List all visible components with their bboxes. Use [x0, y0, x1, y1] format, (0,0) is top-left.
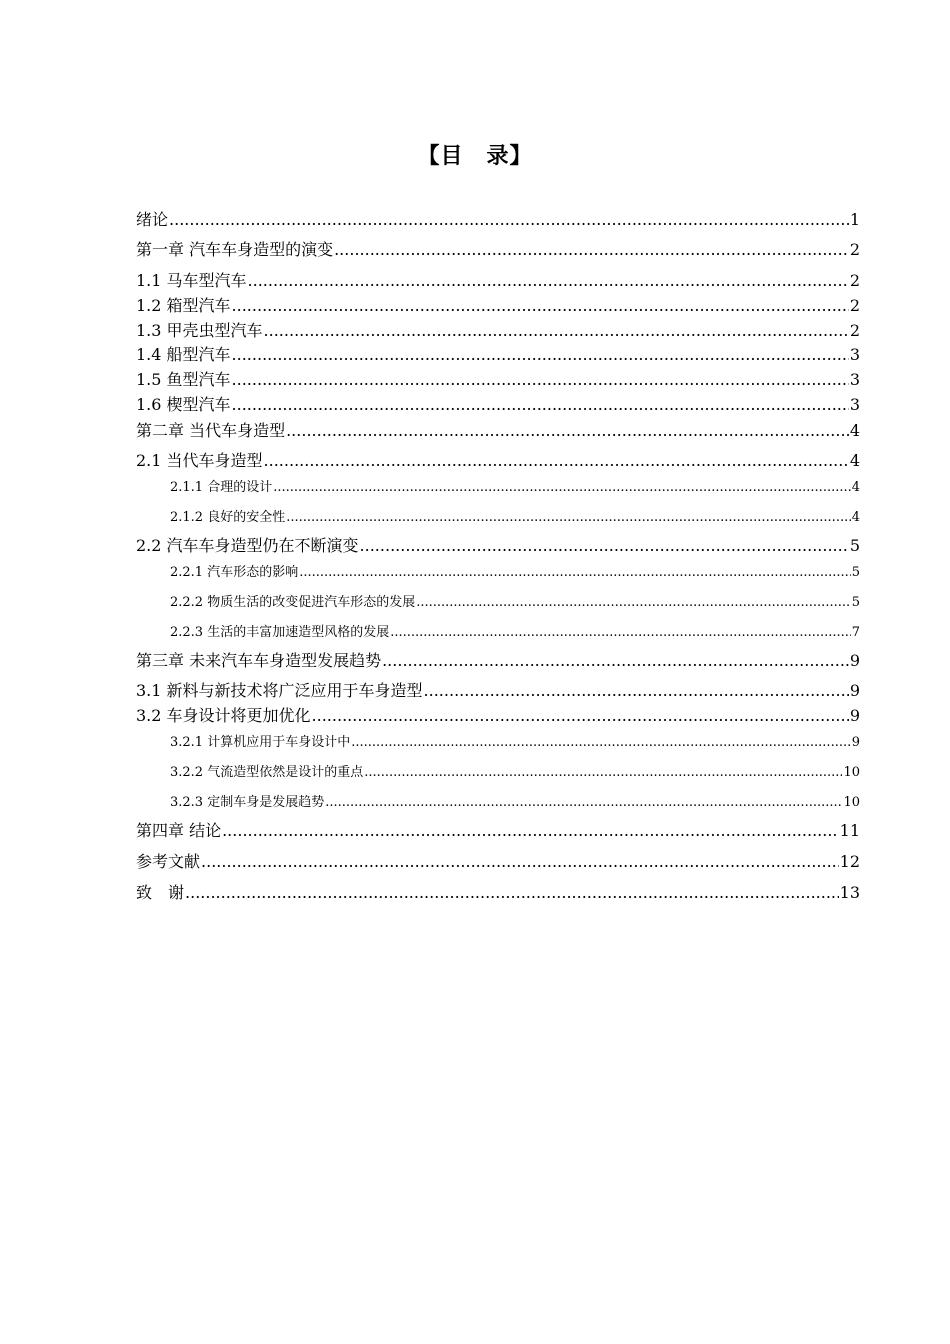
dot-leader	[382, 650, 849, 672]
toc-entry-label: 3.2.1 计算机应用于车身设计中	[170, 735, 351, 750]
toc-entry[interactable]	[170, 624, 860, 642]
toc-entry-label: 第三章 未来汽车车身造型发展趋势	[136, 651, 382, 670]
toc-entry-page-number: 9	[849, 651, 860, 670]
toc-entry[interactable]	[170, 794, 860, 812]
toc-entry-label: 第四章 结论	[136, 821, 222, 840]
toc-entry-label: 1.2 箱型汽车	[136, 296, 231, 315]
toc-entry[interactable]	[136, 420, 860, 442]
toc-entry-label: 1.6 楔型汽车	[136, 395, 231, 414]
toc-entry-page-number: 2	[849, 296, 860, 315]
toc-entry[interactable]	[136, 851, 860, 873]
dot-leader	[286, 509, 851, 527]
dot-leader	[312, 705, 849, 727]
dot-leader	[273, 479, 851, 497]
dot-leader	[351, 734, 851, 752]
dot-leader	[232, 344, 849, 366]
toc-entry-page-number: 3	[849, 370, 860, 389]
toc-entry-page-number: 11	[839, 821, 860, 840]
toc-entry-label: 2.2.1 汽车形态的影响	[170, 565, 299, 580]
dot-leader	[264, 320, 849, 342]
toc-entry-label: 第一章 汽车车身造型的演变	[136, 240, 334, 259]
toc-entry[interactable]	[170, 564, 860, 582]
toc-entry-page-number: 4	[851, 510, 860, 525]
dot-leader	[416, 594, 851, 612]
toc-entry[interactable]	[136, 209, 860, 231]
toc-entry-label: 2.1 当代车身造型	[136, 451, 263, 470]
toc-entry-page-number: 5	[851, 595, 860, 610]
toc-entry-page-number: 2	[849, 321, 860, 340]
toc-entry-label: 3.2 车身设计将更加优化	[136, 706, 311, 725]
dot-leader	[169, 209, 849, 231]
toc-entry-label: 1.5 鱼型汽车	[136, 370, 231, 389]
toc-entry[interactable]	[170, 509, 860, 527]
toc-entry-page-number: 9	[851, 735, 860, 750]
toc-entry-label: 3.1 新料与新技术将广泛应用于车身造型	[136, 681, 423, 700]
toc-entry-label: 致 谢	[136, 883, 185, 902]
toc-entry-label: 2.2 汽车车身造型仍在不断演变	[136, 536, 359, 555]
toc-entry[interactable]	[136, 705, 860, 727]
toc-entry-page-number: 2	[849, 240, 860, 259]
toc-entry[interactable]	[136, 270, 860, 292]
toc-entry-page-number: 12	[839, 852, 860, 871]
toc-entry-label: 3.2.2 气流造型依然是设计的重点	[170, 765, 364, 780]
toc-entry[interactable]	[136, 450, 860, 472]
dot-leader	[334, 239, 849, 261]
dot-leader	[248, 270, 849, 292]
toc-entry[interactable]	[136, 680, 860, 702]
dot-leader	[424, 680, 849, 702]
dot-leader	[364, 764, 842, 782]
toc-entry-page-number: 3	[849, 345, 860, 364]
toc-entry-page-number: 9	[849, 681, 860, 700]
toc-entry-page-number: 5	[849, 536, 860, 555]
dot-leader	[201, 851, 839, 873]
dot-leader	[360, 535, 849, 557]
toc-entry-page-number: 7	[851, 625, 860, 640]
dot-leader	[390, 624, 851, 642]
dot-leader	[299, 564, 851, 582]
toc-entry[interactable]	[136, 295, 860, 317]
toc-entry[interactable]	[136, 369, 860, 391]
toc-entry[interactable]	[136, 882, 860, 904]
toc-entry[interactable]	[136, 320, 860, 342]
toc-entry-label: 2.2.2 物质生活的改变促进汽车形态的发展	[170, 595, 416, 610]
toc-entry[interactable]	[170, 479, 860, 497]
toc-entry-label: 2.1.2 良好的安全性	[170, 510, 286, 525]
toc-entry-page-number: 4	[851, 480, 860, 495]
toc-entry-page-number: 3	[849, 395, 860, 414]
toc-entry-label: 1.1 马车型汽车	[136, 271, 247, 290]
toc-entry[interactable]	[136, 650, 860, 672]
toc-entry-page-number: 4	[849, 421, 860, 440]
toc-entry-page-number: 4	[849, 451, 860, 470]
dot-leader	[222, 820, 839, 842]
dot-leader	[232, 369, 849, 391]
toc-entry[interactable]	[136, 239, 860, 261]
toc-entry[interactable]	[136, 394, 860, 416]
toc-entry-label: 2.1.1 合理的设计	[170, 480, 273, 495]
toc-entry[interactable]	[170, 594, 860, 612]
toc-entry[interactable]	[136, 344, 860, 366]
toc-entry[interactable]	[170, 764, 860, 782]
toc-entry-label: 1.3 甲壳虫型汽车	[136, 321, 263, 340]
dot-leader	[232, 394, 849, 416]
toc-entry[interactable]	[136, 820, 860, 842]
toc-entry-page-number: 1	[849, 210, 860, 229]
dot-leader	[325, 794, 842, 812]
toc-entry-page-number: 10	[843, 795, 860, 810]
dot-leader	[286, 420, 849, 442]
toc-entry-page-number: 10	[843, 765, 860, 780]
toc-entry-label: 绪论	[136, 210, 169, 229]
toc-title: 【目 录】	[417, 144, 533, 169]
dot-leader	[232, 295, 849, 317]
toc-entry-label: 第二章 当代车身造型	[136, 421, 286, 440]
toc-entry-page-number: 5	[851, 565, 860, 580]
toc-entry-label: 1.4 船型汽车	[136, 345, 231, 364]
toc-entry-page-number: 9	[849, 706, 860, 725]
toc-entry-page-number: 13	[839, 883, 860, 902]
toc-entry-page-number: 2	[849, 271, 860, 290]
dot-leader	[264, 450, 849, 472]
toc-entry[interactable]	[170, 734, 860, 752]
toc-entry-label: 3.2.3 定制车身是发展趋势	[170, 795, 325, 810]
toc-entry-label: 2.2.3 生活的丰富加速造型风格的发展	[170, 625, 390, 640]
toc-entry-label: 参考文献	[136, 852, 201, 871]
dot-leader	[185, 882, 839, 904]
toc-entry[interactable]	[136, 535, 860, 557]
